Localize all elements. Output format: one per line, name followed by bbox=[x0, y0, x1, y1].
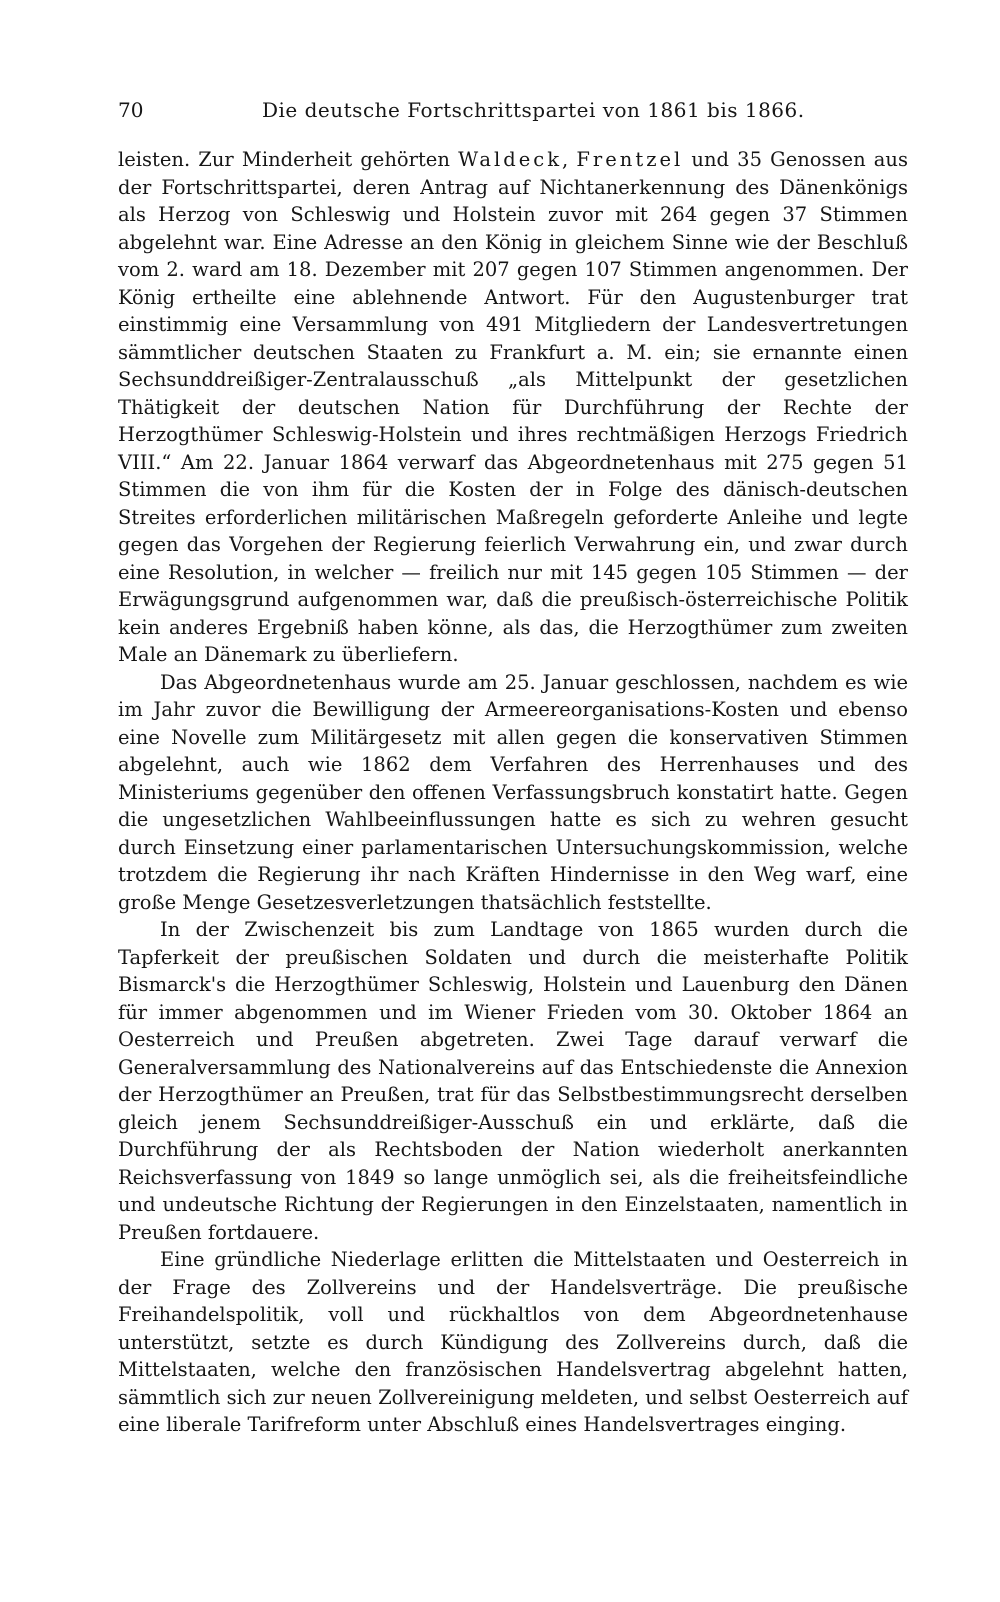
body-text bbox=[118, 146, 908, 1439]
name-frentzel: Frentzel bbox=[576, 148, 684, 171]
page-header bbox=[118, 96, 908, 124]
paragraph-2: Das Abgeordnetenhaus wurde am 25. Januar geschlossen, nachdem es wie im Jahr zuvor die Bewilligung der Armeereorganisations-Kosten und ebenso eine Novelle zum Militärgesetz mit allen gegen die konservativen Stimmen abgelehnt, auch wie 1862 dem Verfahren des Herrenhauses und des Ministeriums gegenüber den offenen Verfassungsbruch konstatirt hatte. Gegen die ungesetzlichen Wahlbeeinflussungen hatte es sich zu wehren gesucht durch Einsetzung einer parlamentarischen Untersuchungskommission, welche trotzdem die Regierung ihr nach Kräften Hindernisse in den Weg warf, eine große Menge Gesetzesverletzungen thatsächlich feststellte. bbox=[118, 670, 908, 914]
paragraph-3: In der Zwischenzeit bis zum Landtage von 1865 wurden durch die Tapferkeit der preußischen Soldaten und durch die meisterhafte Politik Bismarck's die Herzogthümer Schleswig, Holstein und Lauenburg den Dänen für immer abgenommen und im Wiener Frieden vom 30. Oktober 1864 an Oesterreich und Preußen abgetreten. Zwei Tage darauf verwarf die Generalversammlung des Nationalvereins auf das Entschiedenste die Annexion der Herzogthümer an Preußen, trat für das Selbstbestimmungsrecht derselben gleich jenem Sechsunddreißiger-Ausschuß ein und erklärte, daß die Durchführung der als Rechtsboden der Nation wiederholt anerkannten Reichsverfassung von 1849 so lange unmöglich sei, als die freiheitsfeindliche und undeutsche Richtung der Regierungen in den Einzelstaaten, namentlich in Preußen fortdauere. bbox=[118, 918, 908, 1244]
name-separator: , bbox=[562, 148, 577, 171]
paragraph-4: Eine gründliche Niederlage erlitten die Mittelstaaten und Oesterreich in der Frage des Zollvereins und der Handelsverträge. Die preußische Freihandelspolitik, voll und rückhaltlos von dem Abgeordnetenhause unterstützt, setzte es durch Kündigung des Zollvereins durch, daß die Mittelstaaten, welche den französischen Handelsvertrag abgelehnt hatten, sämmtlich sich zur neuen Zollvereinigung meldeten, und selbst Oesterreich auf eine liberale Tarifreform unter Abschluß eines Handelsvertrages einging. bbox=[118, 1248, 908, 1436]
paragraph-1 bbox=[118, 146, 908, 669]
running-title: Die deutsche Fortschrittspartei von 1861 bis 1866. bbox=[262, 98, 805, 122]
page-number: 70 bbox=[118, 98, 144, 122]
paragraph-1-rest: und 35 Genossen aus der Fortschrittspartei, deren Antrag auf Nichtanerkennung des Dänenkönigs als Herzog von Schleswig und Holstein zuvor mit 264 gegen 37 Stimmen abgelehnt war. Eine Adresse an den König in gleichem Sinne wie der Beschluß vom 2. ward am 18. Dezember mit 207 gegen 107 Stimmen angenommen. Der König ertheilte eine ablehnende Antwort. Für den Augustenburger trat einstimmig eine Versammlung von 491 Mitgliedern der Landesvertretungen sämmtlicher deutschen Staaten zu Frankfurt a. M. ein; sie ernannte einen Sechsunddreißiger-Zentralausschuß „als Mittelpunkt der gesetzlichen Thätigkeit der deutschen Nation für Durchführung der Rechte der Herzogthümer Schleswig-Holstein und ihres rechtmäßigen Herzogs Friedrich VIII.“ Am 22. Januar 1864 verwarf das Abgeordnetenhaus mit 275 gegen 51 Stimmen die von ihm für die Kosten der in Folge des dänisch-deutschen Streites erforderlichen militärischen Maßregeln geforderte Anleihe und legte gegen das Vorgehen der Regierung feierlich Verwahrung ein, und zwar durch eine Resolution, in welcher — freilich nur mit 145 gegen 105 Stimmen — der Erwägungsgrund aufgenommen war, daß die preußisch-österreichische Politik kein anderes Ergebniß haben könne, als das, die Herzogthümer zum zweiten Male an Dänemark zu überliefern. bbox=[118, 148, 908, 666]
name-waldeck: Waldeck bbox=[458, 148, 563, 171]
paragraph-1-start: leisten. Zur Minderheit gehörten bbox=[118, 148, 459, 171]
